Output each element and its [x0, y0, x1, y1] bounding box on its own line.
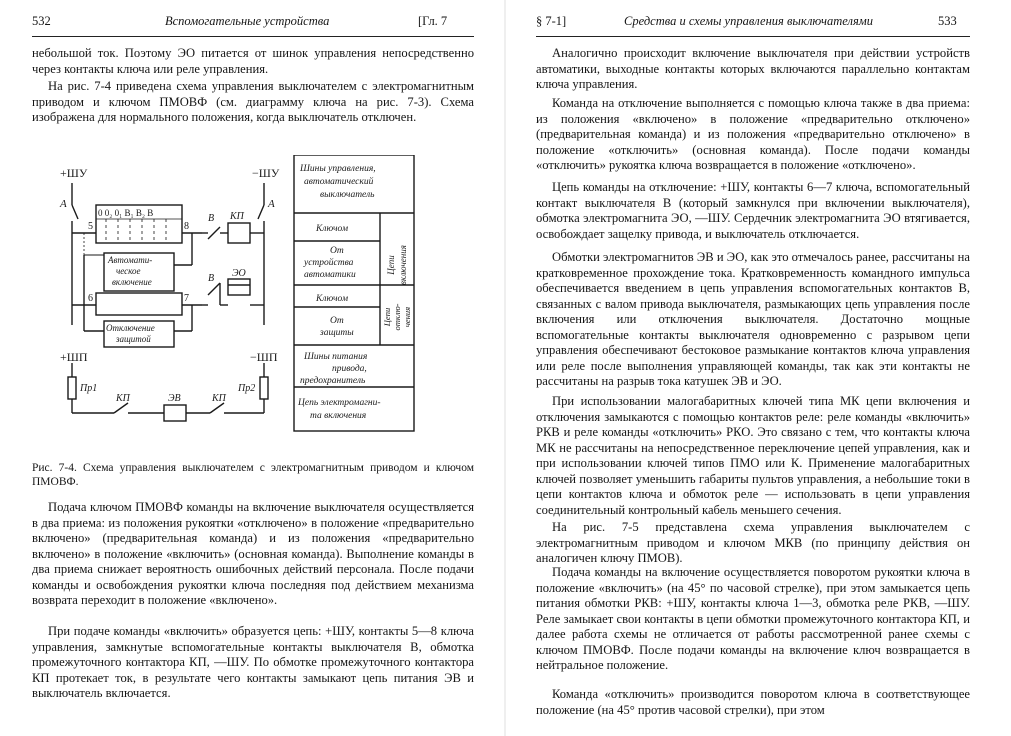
fuse-label: Пр1 — [80, 383, 98, 394]
legend-row-text: автоматики — [304, 270, 356, 280]
paragraph: Команда на отключение выполняется с помощью ключа также в два приема: из положения «включено» в положение «предварительно отключено» (предварительная команда) и из положения «предварительно отключено» в положение «отключить» (основная команда). После подачи команды «отключить» рукоятка ключа возвращается в положение «отключено». — [536, 96, 970, 172]
contact-number-label: 6 — [88, 293, 93, 304]
header-rule — [536, 36, 970, 37]
right-page — [506, 0, 1011, 736]
coil-ev-label: ЭВ — [168, 393, 181, 404]
legend-side-text: Цепи — [382, 307, 392, 327]
circuit-diagram — [32, 155, 472, 455]
contact-number-label: 8 — [184, 221, 189, 232]
paragraph: Аналогично происходит включение выключателя при действии устройств автоматики, выходные контакты которых включаются параллельно контактам ключа управления. — [536, 46, 970, 91]
auto-box-label: ческое — [116, 266, 141, 276]
chapter-ref: [Гл. 7 — [418, 14, 448, 28]
paragraph: На рис. 7-4 приведена схема управления выключателем с электромагнитным приводом и ключом ПМОВФ (см. диаграмму ключа на рис. 7-3). Схема изображена для нормального положения, когда выключатель отключен. — [32, 79, 474, 124]
left-page — [0, 0, 505, 736]
bus-plus-shu-label: +ШУ — [60, 166, 88, 180]
contact-b-label: В — [208, 273, 215, 284]
legend-side-text: включения — [398, 245, 408, 285]
contact-b-label: В — [208, 213, 215, 224]
paragraph: Цепь команды на отключение: +ШУ, контакты 6—7 ключа, вспомогательный контакт выключателя В (который замкнулся при включении выключателя), обмотка электромагнита ЭО, —ШУ. Сердечник электромагнита ЭО втягивается, освобождает защелку привода, и выключатель отключается. — [536, 180, 970, 241]
paragraph: Подача команды на включение осуществляется поворотом рукоятки ключа в положение «включить» (на 45° по часовой стрелке), при этом замыкается цепь питания обмотки РКВ: +ШУ, контакты ключа 1—3, обмотка реле РКВ, —ШУ. Реле замыкает свои контакты в цепи обмотки промежуточного контактора КП, и далее работа схемы не отличается от работы рассмотренной ранее схемы с ключом ПМОВФ. После подачи команды на включение ключ возвращается в нейтральное положение. — [536, 565, 970, 672]
legend-row-text: выключатель — [320, 190, 375, 200]
legend-row-text: От — [330, 246, 344, 256]
section-ref: § 7-1] — [536, 14, 567, 28]
paragraph: Подача ключом ПМОВФ команды на включение выключателя осуществляется в два приема: из положения рукоятки «отключено» в положение «предварительно включено» (предварительная команда) и из положения «предварительно включено» в положение «включить» (основная команда). Выполнение команды в два приема снижает вероятность ошибочных действий персонала. После подачи команды и освобождения рукоятки ключа последняя под действием механизма возврата переходит в положение «включено». — [32, 500, 474, 607]
paragraph: При использовании малогабаритных ключей типа МК цепи включения и отключения замыкаются с помощью контактов реле: реле команды «включить» РКВ и реле команды «отключить» РКО. Это связано с тем, что контакты ключа МК не рассчитаны на непосредственное переключение цепей управления, как и при использовании ключей типов ПМО или К. Применение малогабаритных ключей позволяет уменьшить габариты пультов управления, а небольшие токи в цепи контактов ключа и обмоток реле — использовать в цепи управления соединительный контрольный кабель меньшего сечения. — [536, 394, 970, 517]
legend-row-text: устройства — [304, 258, 354, 268]
contact-number-label: 5 — [88, 221, 93, 232]
fuse-label: Пр2 — [238, 383, 256, 394]
paragraph: Обмотки электромагнитов ЭВ и ЭО, как это отмечалось ранее, рассчитаны на кратковременное прохождение тока. Кратковременность командного импульса обеспечивается введением в цепь управления вспомогательных контактов В, связанных с валом привода выключателя, размыкающих цепь управления после включения или отключения выключателя. Достаточно мощные вспомогательные контакты выключателя одновременно с разрывом цепи управления обеспечивают бестоковое размыкание контактов ключа управления или реле после выполнения управляющей команды, так как эти контакты не рассчитаны на разрыв тока катушек ЭВ и ЭО. — [536, 250, 970, 388]
legend-row-text: Цепь электромагни- — [298, 398, 381, 408]
legend-side-text: отклю- — [392, 303, 402, 331]
auto-box-label: включение — [112, 277, 152, 287]
bus-minus-shu-label: −ШУ — [252, 166, 280, 180]
contactor-kp-label: КП — [230, 211, 244, 222]
legend-row-text: Ключом — [316, 224, 349, 234]
bus-minus-shp-label: −ШП — [250, 350, 278, 364]
bus-plus-shp-label: +ШП — [60, 350, 88, 364]
key-positions-label: 0 0₂ 0₁ В₁ В₂ В — [98, 208, 154, 218]
page-number: 532 — [32, 14, 51, 28]
paragraph: На рис. 7-5 представлена схема управления выключателем с электромагнитным приводом и ключом МКВ (по принципу действия он аналогичен ключу ПМОВ). — [536, 520, 970, 565]
figure-caption: Рис. 7-4. Схема управления выключателем с электромагнитным приводом и ключом ПМОВФ. — [32, 462, 474, 488]
legend-side-text: чения — [402, 306, 412, 328]
legend-row-text: защиты — [320, 328, 354, 338]
legend-row-text: Шины питания — [304, 352, 368, 362]
legend-row-text: Шины управления, — [300, 164, 376, 174]
legend-row-text: От — [330, 316, 344, 326]
page-number: 533 — [938, 14, 957, 28]
legend-row-text: та включения — [310, 411, 367, 421]
legend-row-text: привода, — [332, 364, 367, 374]
contact-kp-label: КП — [116, 393, 130, 404]
legend-row-text: предохранитель — [300, 376, 366, 386]
contact-number-label: 7 — [184, 293, 189, 304]
paragraph: При подаче команды «включить» образуется цепь: +ШУ, контакты 5—8 ключа управления, замкнутые вспомогательные контакты выключателя В, обмотка промежуточного контактора КП, —ШУ. По обмотке промежуточного контактора КП протекает ток, в результате чего контакты замыкают цепь питания ЭВ и выключатель включается. — [32, 624, 474, 700]
magnet-eo-label: ЭО — [232, 268, 246, 279]
contact-kp-label: КП — [212, 393, 226, 404]
running-title: Вспомогательные устройства — [165, 14, 330, 28]
legend-side-text: Цепи — [386, 255, 396, 275]
switch-a-label: А — [60, 198, 67, 210]
paragraph: Команда «отключить» производится поворотом ключа в соответствующее положение (на 45° против часовой стрелки), при этом — [536, 687, 970, 717]
protection-box-label: защитой — [116, 334, 151, 344]
switch-a-label: А — [268, 198, 275, 210]
paragraph: небольшой ток. Поэтому ЭО питается от шинок управления непосредственно через контакты ключа или реле управления. — [32, 46, 474, 76]
legend-row-text: автоматический — [304, 177, 374, 187]
header-rule — [32, 36, 474, 37]
protection-box-label: Отключение — [106, 323, 155, 333]
running-title: Средства и схемы управления выключателями — [624, 14, 874, 28]
legend-row-text: Ключом — [316, 294, 349, 304]
auto-box-label: Автомати- — [108, 255, 153, 265]
